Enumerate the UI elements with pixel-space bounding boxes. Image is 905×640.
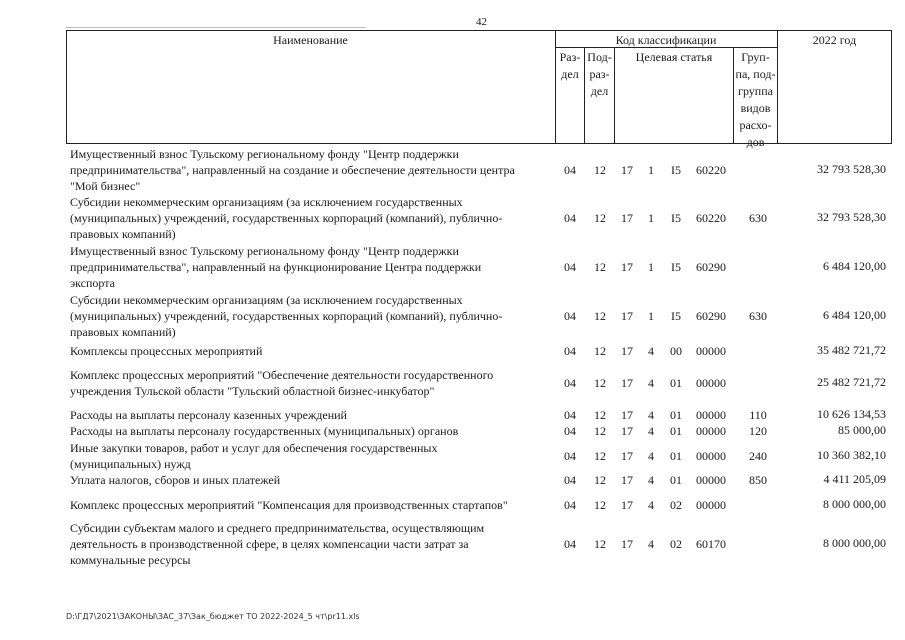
row-name-line: Субсидии некоммерческим организациям (за исключением государственных: [70, 293, 463, 307]
row-code-c1: 17: [621, 376, 633, 390]
row-code-vr: 120: [749, 424, 767, 438]
row-code-c2: 4: [648, 473, 654, 487]
row-code-rz: 04: [564, 537, 576, 551]
row-name-line: правовых компаний): [70, 325, 176, 339]
row-code-rz: 04: [564, 211, 576, 225]
row-name-line: (муниципальных) учреждений, государственных корпораций (компаний), публично-: [70, 211, 503, 225]
row-amount: 8 000 000,00: [823, 497, 886, 511]
row-code-c1: 17: [621, 344, 633, 358]
row-name-line: "Мой бизнес": [70, 179, 141, 193]
row-name: [70, 343, 550, 359]
row-code-c4: 00000: [696, 498, 726, 512]
row-code-c1: 17: [621, 408, 633, 422]
row-code-c1: 17: [621, 309, 633, 323]
row-name-line: Имущественный взнос Тульскому региональному фонду "Центр поддержки: [70, 244, 459, 258]
row-code-c3: 00: [670, 344, 682, 358]
row-code-c2: 4: [648, 449, 654, 463]
row-code-c4: 00000: [696, 408, 726, 422]
row-code-pr: 12: [594, 449, 606, 463]
row-name: [70, 497, 550, 513]
row-code-rz: 04: [564, 408, 576, 422]
row-code-c1: 17: [621, 473, 633, 487]
row-code-c4: 60170: [696, 537, 726, 551]
row-amount: 25 482 721,72: [817, 375, 886, 389]
row-code-pr: 12: [594, 498, 606, 512]
row-code-c2: 4: [648, 408, 654, 422]
row-name-line: деятельность в производственной сфере, в целях компенсации части затрат за: [70, 537, 469, 551]
row-amount: 35 482 721,72: [817, 343, 886, 357]
row-code-rz: 04: [564, 163, 576, 177]
row-name-line: Субсидии некоммерческим организациям (за исключением государственных: [70, 195, 463, 209]
row-code-rz: 04: [564, 376, 576, 390]
row-name-line: учреждения Тульской области "Тульский областной бизнес-инкубатор": [70, 384, 435, 398]
row-code-c3: 01: [670, 376, 682, 390]
row-name-line: Иные закупки товаров, работ и услуг для обеспечения государственных: [70, 441, 438, 455]
top-divider: [66, 27, 366, 28]
row-name-line: правовых компаний): [70, 227, 176, 241]
header-year: 2022 год: [812, 33, 857, 47]
row-name: [70, 472, 550, 488]
row-code-c1: 17: [621, 163, 633, 177]
row-name-line: Комплекс процессных мероприятий "Обеспечение деятельности государственного: [70, 368, 494, 382]
row-code-vr: 110: [749, 408, 767, 422]
row-code-c1: 17: [621, 449, 633, 463]
row-code-c3: 01: [670, 408, 682, 422]
row-name-line: коммунальные ресурсы: [70, 553, 191, 567]
row-amount: 6 484 120,00: [823, 259, 886, 273]
row-name: [70, 440, 550, 472]
row-code-rz: 04: [564, 449, 576, 463]
row-name-line: Расходы на выплаты персоналу казенных учреждений: [70, 408, 347, 422]
row-code-c4: 60220: [696, 163, 726, 177]
row-code-vr: 630: [749, 211, 767, 225]
row-code-rz: 04: [564, 344, 576, 358]
row-code-c3: I5: [671, 309, 681, 323]
row-name-line: предпринимательства", направленный на функционирование Центра поддержки: [70, 260, 482, 274]
row-code-c3: I5: [671, 211, 681, 225]
row-code-c2: 4: [648, 424, 654, 438]
row-name-line: Имущественный взнос Тульскому региональному фонду "Центр поддержки: [70, 147, 459, 161]
row-code-pr: 12: [594, 163, 606, 177]
row-code-pr: 12: [594, 260, 606, 274]
row-code-pr: 12: [594, 408, 606, 422]
row-code-c3: 02: [670, 498, 682, 512]
row-code-c3: 02: [670, 537, 682, 551]
row-name-line: Расходы на выплаты персоналу государственных (муниципальных) органов: [70, 424, 459, 438]
row-code-c4: 00000: [696, 344, 726, 358]
row-code-rz: 04: [564, 309, 576, 323]
row-code-c2: 4: [648, 376, 654, 390]
row-code-c1: 17: [621, 537, 633, 551]
row-name: [70, 292, 550, 340]
row-name: [70, 407, 550, 423]
row-code-pr: 12: [594, 309, 606, 323]
row-code-pr: 12: [594, 376, 606, 390]
row-name-line: Субсидии субъектам малого и среднего предпринимательства, осуществляющим: [70, 521, 485, 535]
row-code-c1: 17: [621, 498, 633, 512]
header-razdel: Раз- дел: [559, 50, 581, 81]
row-code-c1: 17: [621, 260, 633, 274]
row-amount: 32 793 528,30: [817, 162, 886, 176]
row-name-line: Комплекс процессных мероприятий "Компенсация для производственных стартапов": [70, 498, 508, 512]
row-code-vr: 240: [749, 449, 767, 463]
row-code-rz: 04: [564, 473, 576, 487]
row-amount: 6 484 120,00: [823, 308, 886, 322]
row-code-pr: 12: [594, 344, 606, 358]
header-target: Целевая статья: [635, 50, 713, 64]
row-name-line: Уплата налогов, сборов и иных платежей: [70, 473, 281, 487]
row-amount: 10 626 134,53: [817, 407, 886, 421]
row-code-c4: 60290: [696, 260, 726, 274]
row-code-pr: 12: [594, 537, 606, 551]
row-code-c3: 01: [670, 424, 682, 438]
row-code-c4: 00000: [696, 424, 726, 438]
row-code-c2: 1: [648, 163, 654, 177]
row-code-c4: 00000: [696, 449, 726, 463]
row-code-c3: 01: [670, 449, 682, 463]
row-amount: 85 000,00: [838, 423, 886, 437]
row-name: [70, 423, 550, 439]
row-code-vr: 850: [749, 473, 767, 487]
row-code-rz: 04: [564, 424, 576, 438]
row-code-rz: 04: [564, 498, 576, 512]
row-name-line: Комплексы процессных мероприятий: [70, 344, 263, 358]
row-code-c2: 4: [648, 498, 654, 512]
row-code-c3: 01: [670, 473, 682, 487]
row-code-pr: 12: [594, 473, 606, 487]
row-name: [70, 146, 550, 194]
row-name: [70, 243, 550, 291]
header-podrazdel: Под- раз- дел: [587, 50, 612, 98]
row-code-c4: 00000: [696, 473, 726, 487]
row-amount: 32 793 528,30: [817, 210, 886, 224]
row-name-line: (муниципальных) учреждений, государственных корпораций (компаний), публично-: [70, 309, 503, 323]
row-code-c1: 17: [621, 211, 633, 225]
row-name-line: экспорта: [70, 276, 115, 290]
row-name: [70, 520, 550, 568]
row-code-vr: 630: [749, 309, 767, 323]
row-name-line: предпринимательства", направленный на создание и обеспечение деятельности центра: [70, 163, 515, 177]
row-code-c4: 60220: [696, 211, 726, 225]
row-code-c3: I5: [671, 163, 681, 177]
row-code-c2: 1: [648, 211, 654, 225]
row-code-c2: 1: [648, 260, 654, 274]
row-amount: 8 000 000,00: [823, 536, 886, 550]
row-code-pr: 12: [594, 424, 606, 438]
row-code-c4: 00000: [696, 376, 726, 390]
page-number: 42: [476, 16, 487, 28]
row-code-rz: 04: [564, 260, 576, 274]
row-amount: 10 360 382,10: [817, 448, 886, 462]
header-group: Груп- па, под- группа видов расхо- дов: [735, 50, 776, 149]
row-name-line: (муниципальных) нужд: [70, 457, 191, 471]
row-code-c2: 4: [648, 537, 654, 551]
header-code-group: Код классификации: [615, 33, 717, 47]
row-code-c1: 17: [621, 424, 633, 438]
row-code-c2: 4: [648, 344, 654, 358]
row-name: [70, 367, 550, 399]
row-code-pr: 12: [594, 211, 606, 225]
row-code-c2: 1: [648, 309, 654, 323]
file-path-footer: D:\ГД7\2021\ЗАКОНЫ\ЗАС_37\Зак_бюджет ТО 2022-2024_5 чт\pr11.xls: [66, 612, 360, 621]
row-name: [70, 194, 550, 242]
row-amount: 4 411 205,09: [823, 472, 886, 486]
header-name: Наименование: [273, 33, 348, 47]
row-code-c3: I5: [671, 260, 681, 274]
row-code-c4: 60290: [696, 309, 726, 323]
